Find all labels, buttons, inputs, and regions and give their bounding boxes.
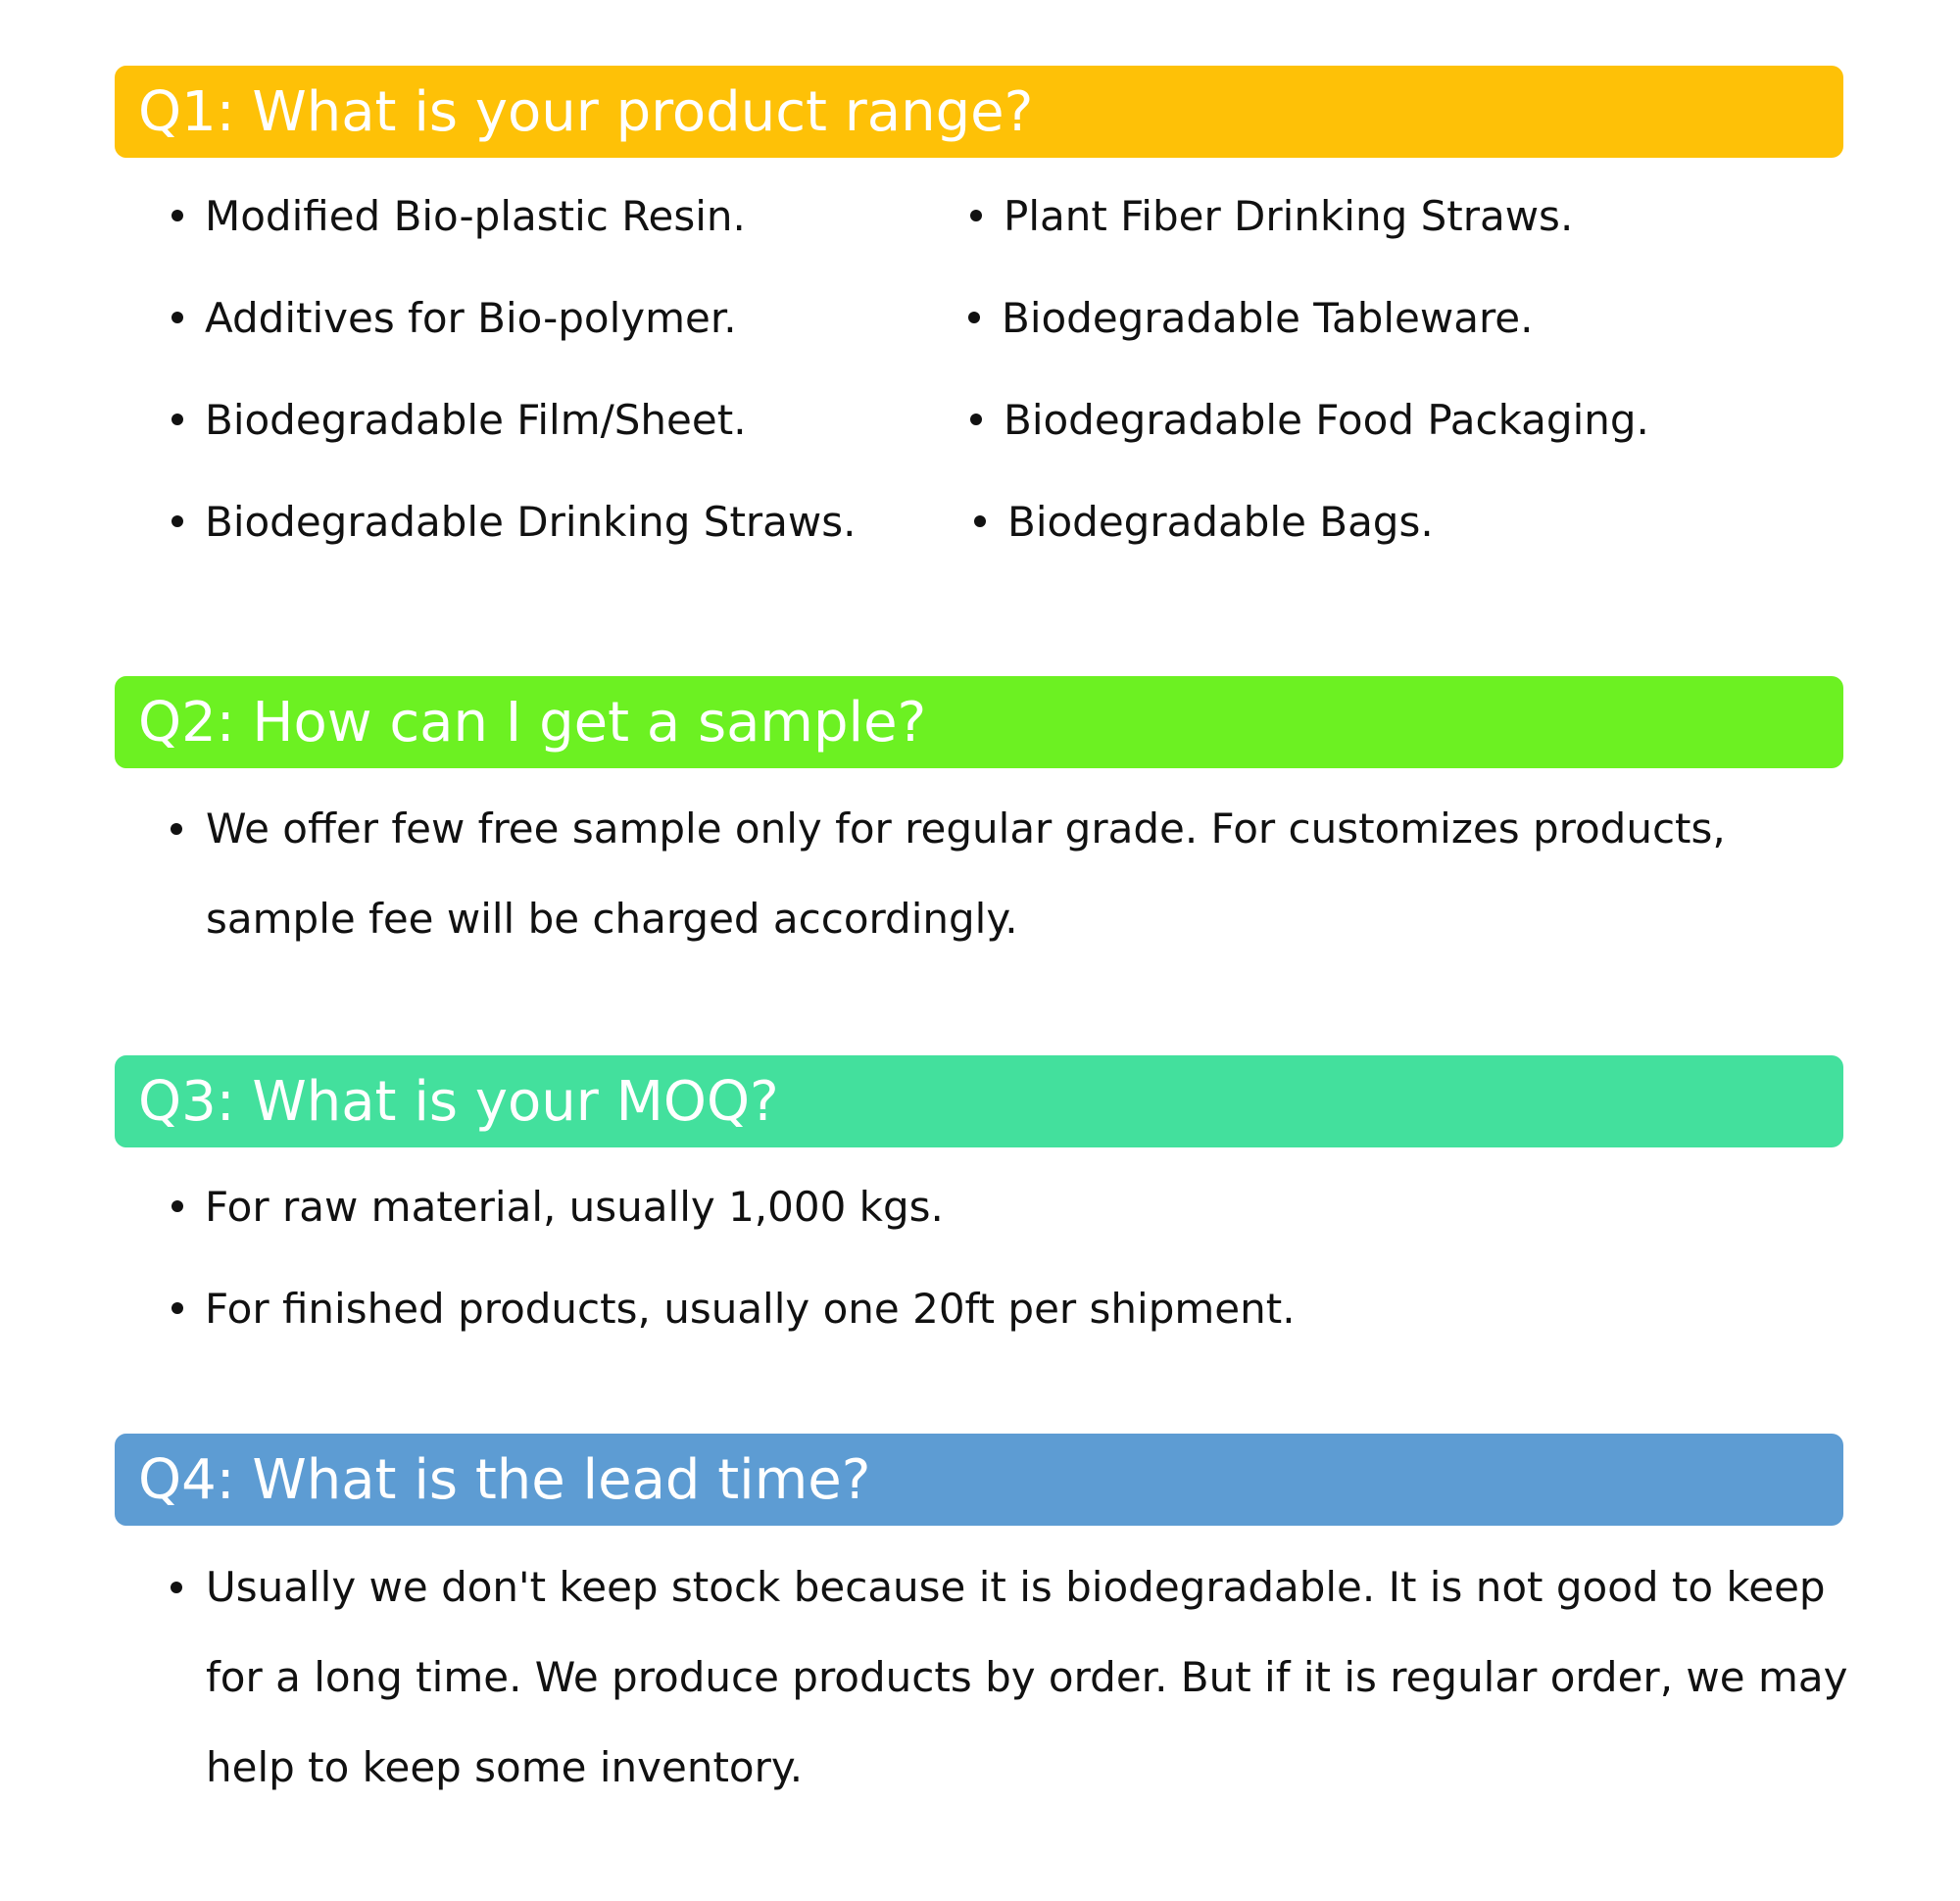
q2-title: Q2: How can I get a sample? <box>138 690 927 755</box>
q4-answer <box>206 1555 1847 1826</box>
bullet-icon <box>968 312 980 323</box>
q1-item-left-2: Additives for Bio-polymer. <box>172 298 737 339</box>
bullet-icon <box>172 312 183 323</box>
q1-item-left-1: Modified Bio-plastic Resin. <box>172 196 746 237</box>
q1-item-right-4: Biodegradable Bags. <box>974 502 1434 543</box>
q2-answer-line-1: We offer few free sample only for regular grade. For customizes products, <box>206 804 1726 853</box>
q1-item-right-3: Biodegradable Food Packaging. <box>970 400 1649 441</box>
bullet-icon <box>172 515 183 527</box>
q2-header <box>115 676 1843 768</box>
bullet-icon <box>171 1582 182 1593</box>
q3-title: Q3: What is your MOQ? <box>138 1069 779 1134</box>
q4-answer-line-2: for a long time. We produce products by order. But if it is regular order, we may <box>206 1653 1848 1701</box>
q3-header <box>115 1055 1843 1147</box>
q1-item-right-2: Biodegradable Tableware. <box>968 298 1534 339</box>
bullet-icon <box>172 414 183 425</box>
q2-answer <box>206 797 1726 977</box>
q1-title: Q1: What is your product range? <box>138 79 1034 144</box>
bullet-icon <box>171 823 182 835</box>
q4-title: Q4: What is the lead time? <box>138 1447 871 1512</box>
q4-header <box>115 1434 1843 1526</box>
bullet-icon <box>172 1200 183 1212</box>
q3-item-2: For finished products, usually one 20ft per shipment. <box>172 1289 1296 1330</box>
bullet-icon <box>970 414 982 425</box>
q1-item-right-1: Plant Fiber Drinking Straws. <box>970 196 1573 237</box>
q1-item-left-4: Biodegradable Drinking Straws. <box>172 502 857 543</box>
q4-answer-line-3: help to keep some inventory. <box>206 1743 804 1791</box>
q2-answer-line-2: sample fee will be charged accordingly. <box>206 895 1018 943</box>
bullet-icon <box>172 1302 183 1314</box>
q1-item-left-3: Biodegradable Film/Sheet. <box>172 400 747 441</box>
bullet-icon <box>970 210 982 221</box>
q3-item-1: For raw material, usually 1,000 kgs. <box>172 1187 944 1228</box>
bullet-icon <box>974 515 986 527</box>
q4-answer-line-1: Usually we don't keep stock because it is biodegradable. It is not good to keep <box>206 1563 1826 1611</box>
q1-header <box>115 66 1843 158</box>
bullet-icon <box>172 210 183 221</box>
